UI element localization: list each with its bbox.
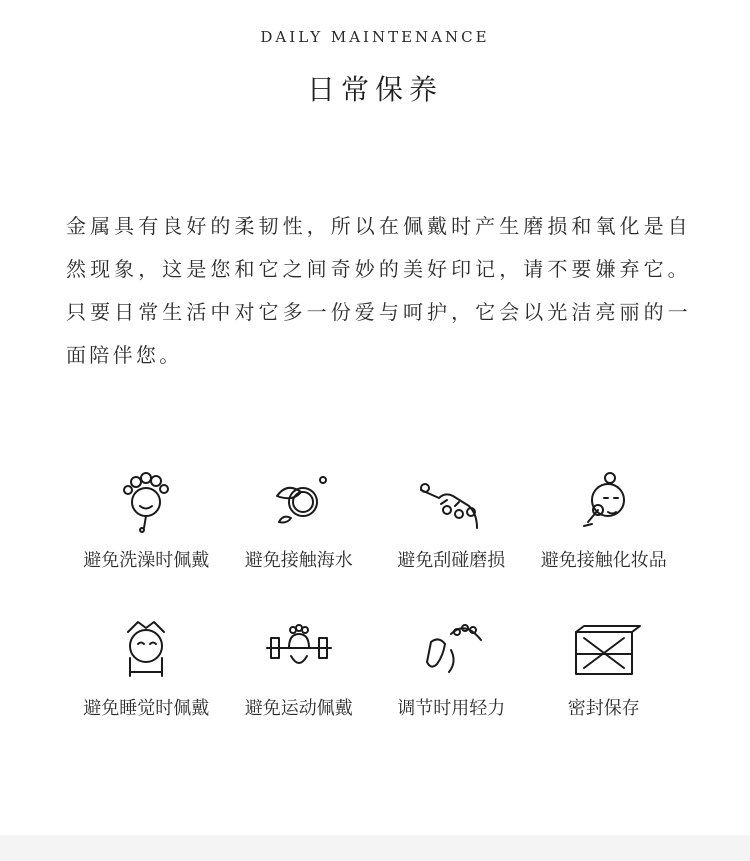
tip-label: 避免接触化妆品 (540, 550, 667, 571)
intro-paragraph: 金属具有良好的柔韧性，所以在佩戴时产生磨损和氧化是自然现象，这是您和它之间奇妙的美好印记，请不要嫌弃它。只要日常生活中对它多一份爱与呵护，它会以光洁亮丽的一面陪伴您。 (66, 214, 691, 367)
ring-water-icon (259, 466, 339, 536)
tip-item (375, 614, 528, 734)
exercise-icon (259, 614, 339, 684)
tip-label: 避免睡觉时佩戴 (83, 698, 210, 719)
tip-item (528, 466, 681, 614)
tip-item (375, 466, 528, 614)
tip-label: 避免运动佩戴 (244, 698, 353, 719)
footer-band (0, 835, 750, 861)
scratch-icon (411, 466, 491, 536)
tip-label: 调节时用轻力 (397, 698, 506, 719)
tip-item (528, 614, 681, 734)
tip-item (70, 466, 223, 614)
tip-label: 密封保存 (567, 698, 640, 719)
tip-label: 避免接触海水 (244, 550, 353, 571)
cosmetics-icon (564, 466, 644, 536)
tip-item (223, 614, 376, 734)
care-tips-grid (70, 466, 680, 736)
tip-item (223, 466, 376, 614)
tip-label: 避免刮碰磨损 (397, 550, 506, 571)
eyebrow-heading: DAILY MAINTENANCE (260, 28, 490, 46)
sleep-icon (106, 614, 186, 684)
shower-icon (106, 466, 186, 536)
page-title: 日常保养 (306, 73, 443, 106)
adjust-bracelet-icon (411, 614, 491, 684)
tip-label: 避免洗澡时佩戴 (83, 550, 210, 571)
tip-item (70, 614, 223, 734)
sealed-box-icon (564, 614, 644, 684)
